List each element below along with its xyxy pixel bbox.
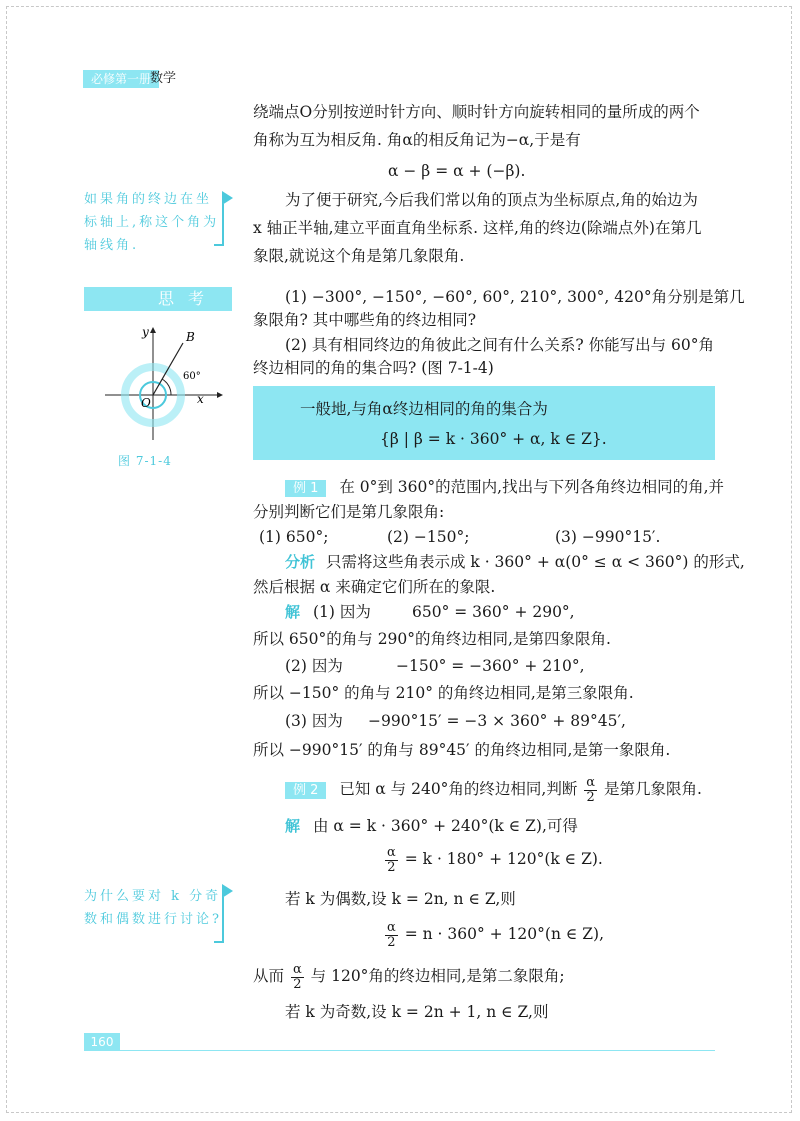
example1-line-2: 分别判断它们是第几象限角: bbox=[253, 503, 445, 521]
conclusion-text-b: 与 120°角的终边相同,是第二象限角; bbox=[310, 967, 565, 985]
para2-line-1: 为了便于研究,今后我们常以角的顶点为坐标原点,角的始边为 bbox=[285, 191, 698, 209]
think-q1-line-1: (1) −300°, −150°, −60°, 60°, 210°, 300°, 420°角分别是第几 bbox=[285, 288, 745, 306]
analysis-text-1: 只需将这些角表示成 k · 360° + α(0° ≤ α < 360°) 的形式, bbox=[325, 553, 745, 571]
page-number: 160 bbox=[84, 1033, 120, 1051]
solution1-label: 解 bbox=[285, 603, 301, 621]
example2-label: 例 2 bbox=[285, 782, 326, 799]
alpha-over-2-fraction: $\frac{\alpha}{2}$ bbox=[586, 774, 596, 805]
side-note-2-bracket bbox=[214, 897, 224, 943]
solution1-step1-a: (1) 因为 bbox=[312, 603, 371, 621]
y-axis-arrow-icon bbox=[150, 327, 156, 333]
side-note-arrow-icon bbox=[222, 191, 233, 205]
side-note-bracket bbox=[214, 204, 224, 246]
footer-line bbox=[120, 1050, 715, 1051]
para2-line-2: x 轴正半轴,建立平面直角坐标系. 这样,角的终边(除端点外)在第几 bbox=[253, 219, 702, 237]
example1-item-1: (1) 650°; bbox=[259, 528, 329, 546]
intro-line-2: 角称为互为相反角. 角α的相反角记为−α,于是有 bbox=[253, 131, 581, 149]
solution1-step3-a: (3) 因为 bbox=[285, 712, 343, 730]
solution2-eq2-text: = n · 360° + 120°(n ∈ Z), bbox=[404, 925, 605, 943]
intro-line-1: 绕端点O分别按逆时针方向、顺时针方向旋转相同的量所成的两个 bbox=[253, 103, 700, 121]
solution1-line-1 bbox=[285, 598, 371, 626]
solution1-step3-b: −990°15′ = −3 × 360° + 89°45′, bbox=[368, 712, 626, 730]
solution1-step1-b: 650° = 360° + 290°, bbox=[412, 603, 575, 621]
think-q2-line-1: (2) 具有相同终边的角彼此之间有什么关系? 你能写出与 60°角 bbox=[285, 336, 715, 354]
alpha-over-2-fraction-concl: $\frac{\alpha}{2}$ bbox=[292, 961, 302, 992]
key-box-line-1: 一般地,与角α终边相同的角的集合为 bbox=[300, 400, 548, 418]
solution2-label: 解 bbox=[285, 817, 301, 835]
think-header: 思考 bbox=[84, 287, 232, 311]
analysis-line-2: 然后根据 α 来确定它们所在的象限. bbox=[253, 578, 496, 596]
para2-line-3: 象限,就说这个角是第几象限角. bbox=[253, 247, 465, 265]
example2-line-1 bbox=[285, 775, 702, 805]
solution2-eq1-text: = k · 180° + 120°(k ∈ Z). bbox=[404, 850, 603, 868]
key-box-line-2: {β | β = k · 360° + α, k ∈ Z}. bbox=[380, 430, 607, 448]
origin-label: O bbox=[141, 396, 151, 410]
solution2-even-line: 若 k 为偶数,设 k = 2n, n ∈ Z,则 bbox=[285, 890, 516, 908]
example1-item-2: (2) −150°; bbox=[387, 528, 470, 546]
solution2-conclusion bbox=[253, 962, 565, 992]
example2-text-b: 是第几象限角. bbox=[604, 780, 702, 798]
solution1-step2-a: (2) 因为 bbox=[285, 657, 343, 675]
example2-text-a: 已知 α 与 240°角的终边相同,判断 bbox=[339, 780, 578, 798]
solution2-eq1 bbox=[383, 845, 603, 875]
figure-angle-diagram bbox=[95, 325, 225, 445]
think-q1-line-2: 象限角? 其中哪些角的终边相同? bbox=[253, 311, 477, 329]
alpha-over-2-fraction-eq1: $\frac{\alpha}{2}$ bbox=[387, 844, 396, 875]
analysis-label: 分析 bbox=[285, 553, 316, 571]
think-q2-line-2: 终边相同的角的集合吗? (图 7-1-4) bbox=[253, 359, 494, 377]
example1-text: 在 0°到 360°的范围内,找出与下列各角终边相同的角,并 bbox=[339, 478, 724, 496]
solution2-odd-line: 若 k 为奇数,设 k = 2n + 1, n ∈ Z,则 bbox=[285, 1003, 549, 1021]
example1-label: 例 1 bbox=[285, 480, 326, 497]
solution1-step2-c: 所以 −150° 的角与 210° 的角终边相同,是第三象限角. bbox=[253, 684, 634, 702]
x-axis-arrow-icon bbox=[217, 392, 223, 398]
analysis-line-1 bbox=[285, 548, 745, 576]
conclusion-text-a: 从而 bbox=[253, 967, 285, 985]
solution2-eq2 bbox=[383, 920, 604, 950]
side-note-2-arrow-icon bbox=[222, 884, 233, 898]
side-note-parity: 为什么要对 k 分奇数和偶数进行讨论? bbox=[84, 889, 222, 927]
alpha-over-2-fraction-eq2: $\frac{\alpha}{2}$ bbox=[387, 919, 396, 950]
y-axis-label: y bbox=[142, 325, 149, 339]
solution1-step3-c: 所以 −990°15′ 的角与 89°45′ 的角终边相同,是第一象限角. bbox=[253, 741, 671, 759]
example1-item-3: (3) −990°15′. bbox=[555, 528, 661, 546]
solution1-step1-c: 所以 650°的角与 290°的角终边相同,是第四象限角. bbox=[253, 630, 611, 648]
solution2-text: 由 α = k · 360° + 240°(k ∈ Z),可得 bbox=[312, 817, 578, 835]
solution2-line-1 bbox=[285, 812, 578, 840]
subject-label: 数学 bbox=[150, 71, 177, 86]
intro-formula: α − β = α + (−β). bbox=[388, 162, 526, 180]
x-axis-label: x bbox=[197, 392, 204, 406]
point-b-label: B bbox=[186, 330, 195, 344]
side-note-axis-angle: 如果角的终边在坐标轴上,称这个角为轴线角. bbox=[84, 192, 220, 253]
solution1-step2-b: −150° = −360° + 210°, bbox=[396, 657, 585, 675]
angle-label: 60° bbox=[183, 371, 201, 382]
figure-caption: 图 7-1-4 bbox=[118, 454, 172, 468]
book-tag: 必修第一册 bbox=[83, 70, 159, 88]
